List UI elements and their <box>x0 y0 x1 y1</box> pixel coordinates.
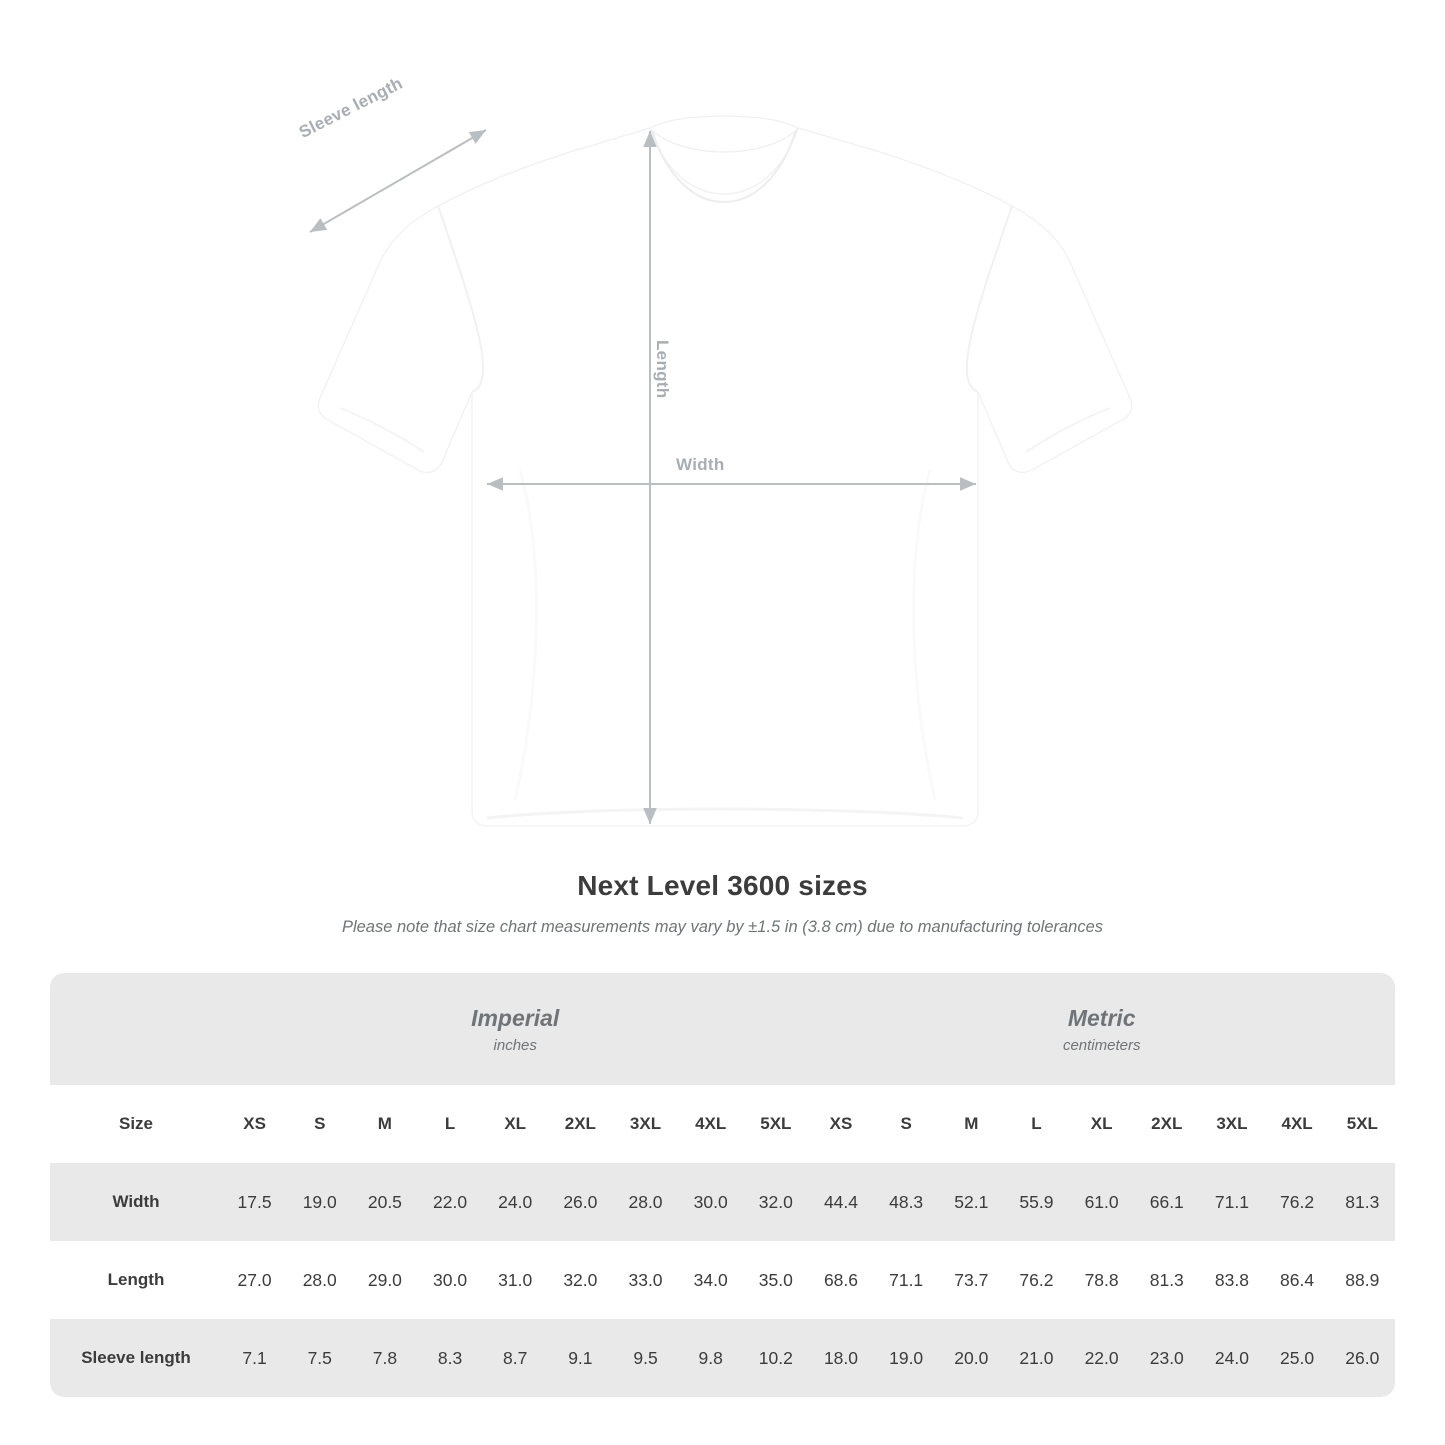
width-metric-s: 48.3 <box>874 1163 939 1241</box>
size-table <box>50 973 1395 1397</box>
width-label: Width <box>676 455 725 474</box>
sleeve-metric-l: 21.0 <box>1004 1319 1069 1397</box>
length-label: Length <box>653 340 672 399</box>
size-cell-metric-4xl: 4XL <box>1265 1085 1330 1163</box>
sleeve-metric-5xl: 26.0 <box>1330 1319 1395 1397</box>
row-label-length: Length <box>50 1241 222 1319</box>
length-imperial-xl: 31.0 <box>483 1241 548 1319</box>
width-metric-2xl: 66.1 <box>1134 1163 1199 1241</box>
width-metric-m: 52.1 <box>939 1163 1004 1241</box>
width-metric-l: 55.9 <box>1004 1163 1069 1241</box>
length-metric-s: 71.1 <box>874 1241 939 1319</box>
width-imperial-3xl: 28.0 <box>613 1163 678 1241</box>
sleeve-imperial-l: 8.3 <box>417 1319 482 1397</box>
sleeve-imperial-xs: 7.1 <box>222 1319 287 1397</box>
size-cell-metric-xl: XL <box>1069 1085 1134 1163</box>
sleeve-metric-xs: 18.0 <box>808 1319 873 1397</box>
width-imperial-s: 19.0 <box>287 1163 352 1241</box>
size-cell-metric-5xl: 5XL <box>1330 1085 1395 1163</box>
unit-header-blank <box>50 973 222 1085</box>
sleeve-imperial-s: 7.5 <box>287 1319 352 1397</box>
size-cell-imperial-xl: XL <box>483 1085 548 1163</box>
width-imperial-l: 22.0 <box>417 1163 482 1241</box>
table-row <box>50 1319 1395 1397</box>
size-cell-imperial-2xl: 2XL <box>548 1085 613 1163</box>
length-imperial-2xl: 32.0 <box>548 1241 613 1319</box>
length-imperial-xs: 27.0 <box>222 1241 287 1319</box>
sleeve-imperial-3xl: 9.5 <box>613 1319 678 1397</box>
tshirt-shape <box>318 116 1131 826</box>
length-metric-m: 73.7 <box>939 1241 1004 1319</box>
length-imperial-l: 30.0 <box>417 1241 482 1319</box>
size-table-wrapper <box>50 973 1395 1397</box>
length-imperial-4xl: 34.0 <box>678 1241 743 1319</box>
sleeve-imperial-4xl: 9.8 <box>678 1319 743 1397</box>
page-title: Next Level 3600 sizes <box>577 870 868 901</box>
length-metric-xs: 68.6 <box>808 1241 873 1319</box>
tolerance-note: Please note that size chart measurements may vary by ±1.5 in (3.8 cm) due to manufacturing tolerances <box>341 918 1104 936</box>
size-cell-metric-2xl: 2XL <box>1134 1085 1199 1163</box>
length-metric-2xl: 81.3 <box>1134 1241 1199 1319</box>
width-imperial-xl: 24.0 <box>483 1163 548 1241</box>
size-header-row <box>50 1085 1395 1163</box>
row-label-width: Width <box>50 1163 222 1241</box>
sleeve-imperial-2xl: 9.1 <box>548 1319 613 1397</box>
unit-system-header-row <box>50 973 1395 1085</box>
width-metric-3xl: 71.1 <box>1199 1163 1264 1241</box>
size-cell-imperial-l: L <box>417 1085 482 1163</box>
size-cell-metric-s: S <box>874 1085 939 1163</box>
sleeve-imperial-xl: 8.7 <box>483 1319 548 1397</box>
width-metric-5xl: 81.3 <box>1330 1163 1395 1241</box>
table-row <box>50 1163 1395 1241</box>
length-metric-4xl: 86.4 <box>1265 1241 1330 1319</box>
width-imperial-2xl: 26.0 <box>548 1163 613 1241</box>
width-imperial-5xl: 32.0 <box>743 1163 808 1241</box>
width-imperial-xs: 17.5 <box>222 1163 287 1241</box>
size-cell-imperial-s: S <box>287 1085 352 1163</box>
size-cell-metric-xs: XS <box>808 1085 873 1163</box>
sleeve-metric-m: 20.0 <box>939 1319 1004 1397</box>
sleeve-metric-4xl: 25.0 <box>1265 1319 1330 1397</box>
length-imperial-3xl: 33.0 <box>613 1241 678 1319</box>
size-cell-metric-3xl: 3XL <box>1199 1085 1264 1163</box>
sleeve-length-label: Sleeve length <box>296 73 406 142</box>
sleeve-imperial-m: 7.8 <box>352 1319 417 1397</box>
length-metric-5xl: 88.9 <box>1330 1241 1395 1319</box>
width-metric-xs: 44.4 <box>808 1163 873 1241</box>
width-imperial-4xl: 30.0 <box>678 1163 743 1241</box>
length-metric-3xl: 83.8 <box>1199 1241 1264 1319</box>
sleeve-metric-2xl: 23.0 <box>1134 1319 1199 1397</box>
sleeve-imperial-5xl: 10.2 <box>743 1319 808 1397</box>
size-cell-imperial-5xl: 5XL <box>743 1085 808 1163</box>
sleeve-metric-s: 19.0 <box>874 1319 939 1397</box>
metric-header: Metric centimeters <box>808 973 1395 1085</box>
size-cell-imperial-m: M <box>352 1085 417 1163</box>
size-cell-imperial-3xl: 3XL <box>613 1085 678 1163</box>
width-imperial-m: 20.5 <box>352 1163 417 1241</box>
length-imperial-m: 29.0 <box>352 1241 417 1319</box>
length-metric-l: 76.2 <box>1004 1241 1069 1319</box>
imperial-header: Imperial inches <box>222 973 808 1085</box>
size-row-label: Size <box>50 1085 222 1163</box>
size-cell-metric-l: L <box>1004 1085 1069 1163</box>
width-metric-4xl: 76.2 <box>1265 1163 1330 1241</box>
sleeve-metric-xl: 22.0 <box>1069 1319 1134 1397</box>
width-metric-xl: 61.0 <box>1069 1163 1134 1241</box>
row-label-sleeve-length: Sleeve length <box>50 1319 222 1397</box>
length-imperial-5xl: 35.0 <box>743 1241 808 1319</box>
size-cell-imperial-xs: XS <box>222 1085 287 1163</box>
size-cell-metric-m: M <box>939 1085 1004 1163</box>
sleeve-metric-3xl: 24.0 <box>1199 1319 1264 1397</box>
size-cell-imperial-4xl: 4XL <box>678 1085 743 1163</box>
length-metric-xl: 78.8 <box>1069 1241 1134 1319</box>
length-imperial-s: 28.0 <box>287 1241 352 1319</box>
table-row <box>50 1241 1395 1319</box>
